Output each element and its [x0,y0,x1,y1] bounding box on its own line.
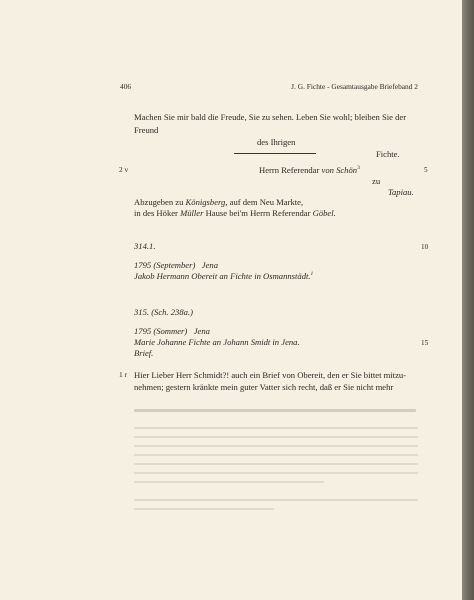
delivery-line-2: in des Höker Müller Hause bei'm Herrn Referendar Göbel. [134,208,336,218]
blurred-text-line [134,436,418,438]
book-edge [462,0,474,600]
entry-315-type: Brief. [134,348,154,358]
blurred-text-line [134,499,418,501]
separator-rule [234,153,316,154]
delivery-line-1: Abzugeben zu Königsberg, auf dem Neu Markte, [134,197,304,207]
address-zu: zu [372,176,381,186]
blurred-text-line [134,445,418,447]
line-number-15: 15 [421,339,429,347]
line-number-10: 10 [421,243,429,251]
entry-314-date: 1795 (September) Jena [134,260,219,270]
line-number-5: 5 [424,166,428,174]
closing-line: des Ihrigen [257,137,296,147]
running-title: J. G. Fichte - Gesamtausgabe Briefeband 2 [291,82,418,91]
blurred-text-line [134,427,418,429]
entry-315-number: 315. (Sch. 238a.) [134,307,193,317]
body-line-1: Machen Sie mir bald die Freude, Sie zu sehen. Leben Sie wohl; bleiben Sie der [134,112,407,122]
blurred-text-line [134,508,274,510]
signature: Fichte. [376,149,400,159]
margin-folio-2v: 2 v [119,165,129,174]
blurred-text-line [134,463,418,465]
blurred-text-line [134,454,418,456]
margin-folio-1r: 1 r [119,370,128,379]
page-number: 406 [120,82,132,91]
body-line-2: Freund [134,125,159,135]
entry-315-title: Marie Johanne Fichte an Johann Smidt in Jena. [134,337,300,347]
blurred-text-line [134,481,324,483]
entry-315-date: 1795 (Sommer) Jena [134,326,210,336]
address-tapiau: Tapiau. [388,187,414,197]
address-line: Herrn Referendar von Schön$^3$ [259,165,360,175]
letter-line-2: nehmen; gestern kränkte mein guter Vatter sich recht, daß er Sie nicht mehr [134,382,394,392]
blurred-text-line [134,409,416,412]
entry-314-number: 314.1. [134,241,156,251]
blurred-text-line [134,472,418,474]
letter-line-1: Hier Lieber Herr Schmidt?! auch ein Brief von Obereit, den er Sie bittet mitzu- [134,370,407,380]
entry-314-title: Jakob Hermann Obereit an Fichte in Osmannstädt.$^1$ [134,271,314,281]
